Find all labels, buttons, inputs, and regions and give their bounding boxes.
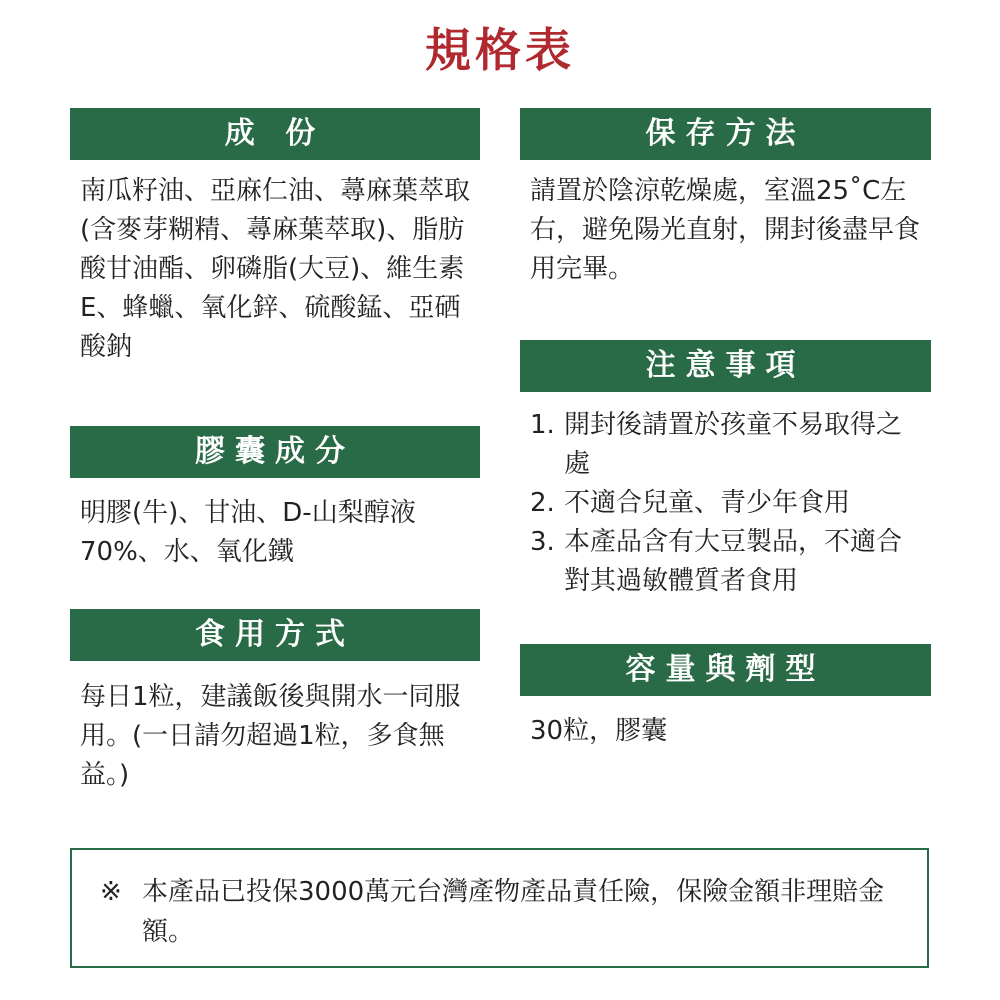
volume-text: 30粒，膠囊 — [530, 716, 668, 746]
page-title: 規格表 — [425, 23, 575, 77]
ingredients-header: 成 份 — [70, 108, 480, 160]
notes-item-number: 1. — [530, 410, 555, 440]
notes-item-text: 本產品含有大豆製品，不適合對其過敏體質者食用 — [564, 527, 903, 596]
usage-text: 每日1粒，建議飯後與開水一同服用。(一日請勿超過1粒，多食無益。) — [80, 682, 461, 790]
volume-header: 容量與劑型 — [520, 644, 931, 696]
notes-item — [530, 484, 924, 523]
storage-text: 請置於陰涼乾燥處，室溫25˚C左右，避免陽光直射，開封後盡早食用完畢。 — [530, 176, 921, 284]
reference-mark-icon: ※ — [100, 877, 122, 907]
capsule-header: 膠囊成分 — [70, 426, 480, 478]
notes-item-number: 2. — [530, 488, 555, 518]
notes-header: 注意事項 — [520, 340, 931, 392]
usage-header: 食用方式 — [70, 609, 480, 661]
notes-list — [530, 406, 924, 601]
notes-item — [530, 523, 924, 601]
ingredients-text: 南瓜籽油、亞麻仁油、蕁麻葉萃取(含麥芽糊精、蕁麻葉萃取)、脂肪酸甘油酯、卵磷脂(大豆)、維生素E、蜂蠟、氧化鋅、硫酸錳、亞硒酸鈉 — [80, 176, 471, 362]
notes-item-text: 不適合兒童、青少年食用 — [564, 488, 851, 518]
insurance-notice-text: 本產品已投保3000萬元台灣產物產品責任險，保險金額非理賠金額。 — [142, 877, 885, 947]
notes-item-text: 開封後請置於孩童不易取得之處 — [564, 410, 903, 479]
capsule-text: 明膠(牛)、甘油、D-山梨醇液70%、水、氧化鐵 — [80, 498, 416, 567]
storage-header: 保存方法 — [520, 108, 931, 160]
insurance-notice-box — [70, 848, 929, 968]
notes-item-number: 3. — [530, 527, 555, 557]
insurance-notice — [100, 872, 900, 952]
notes-item — [530, 406, 924, 484]
